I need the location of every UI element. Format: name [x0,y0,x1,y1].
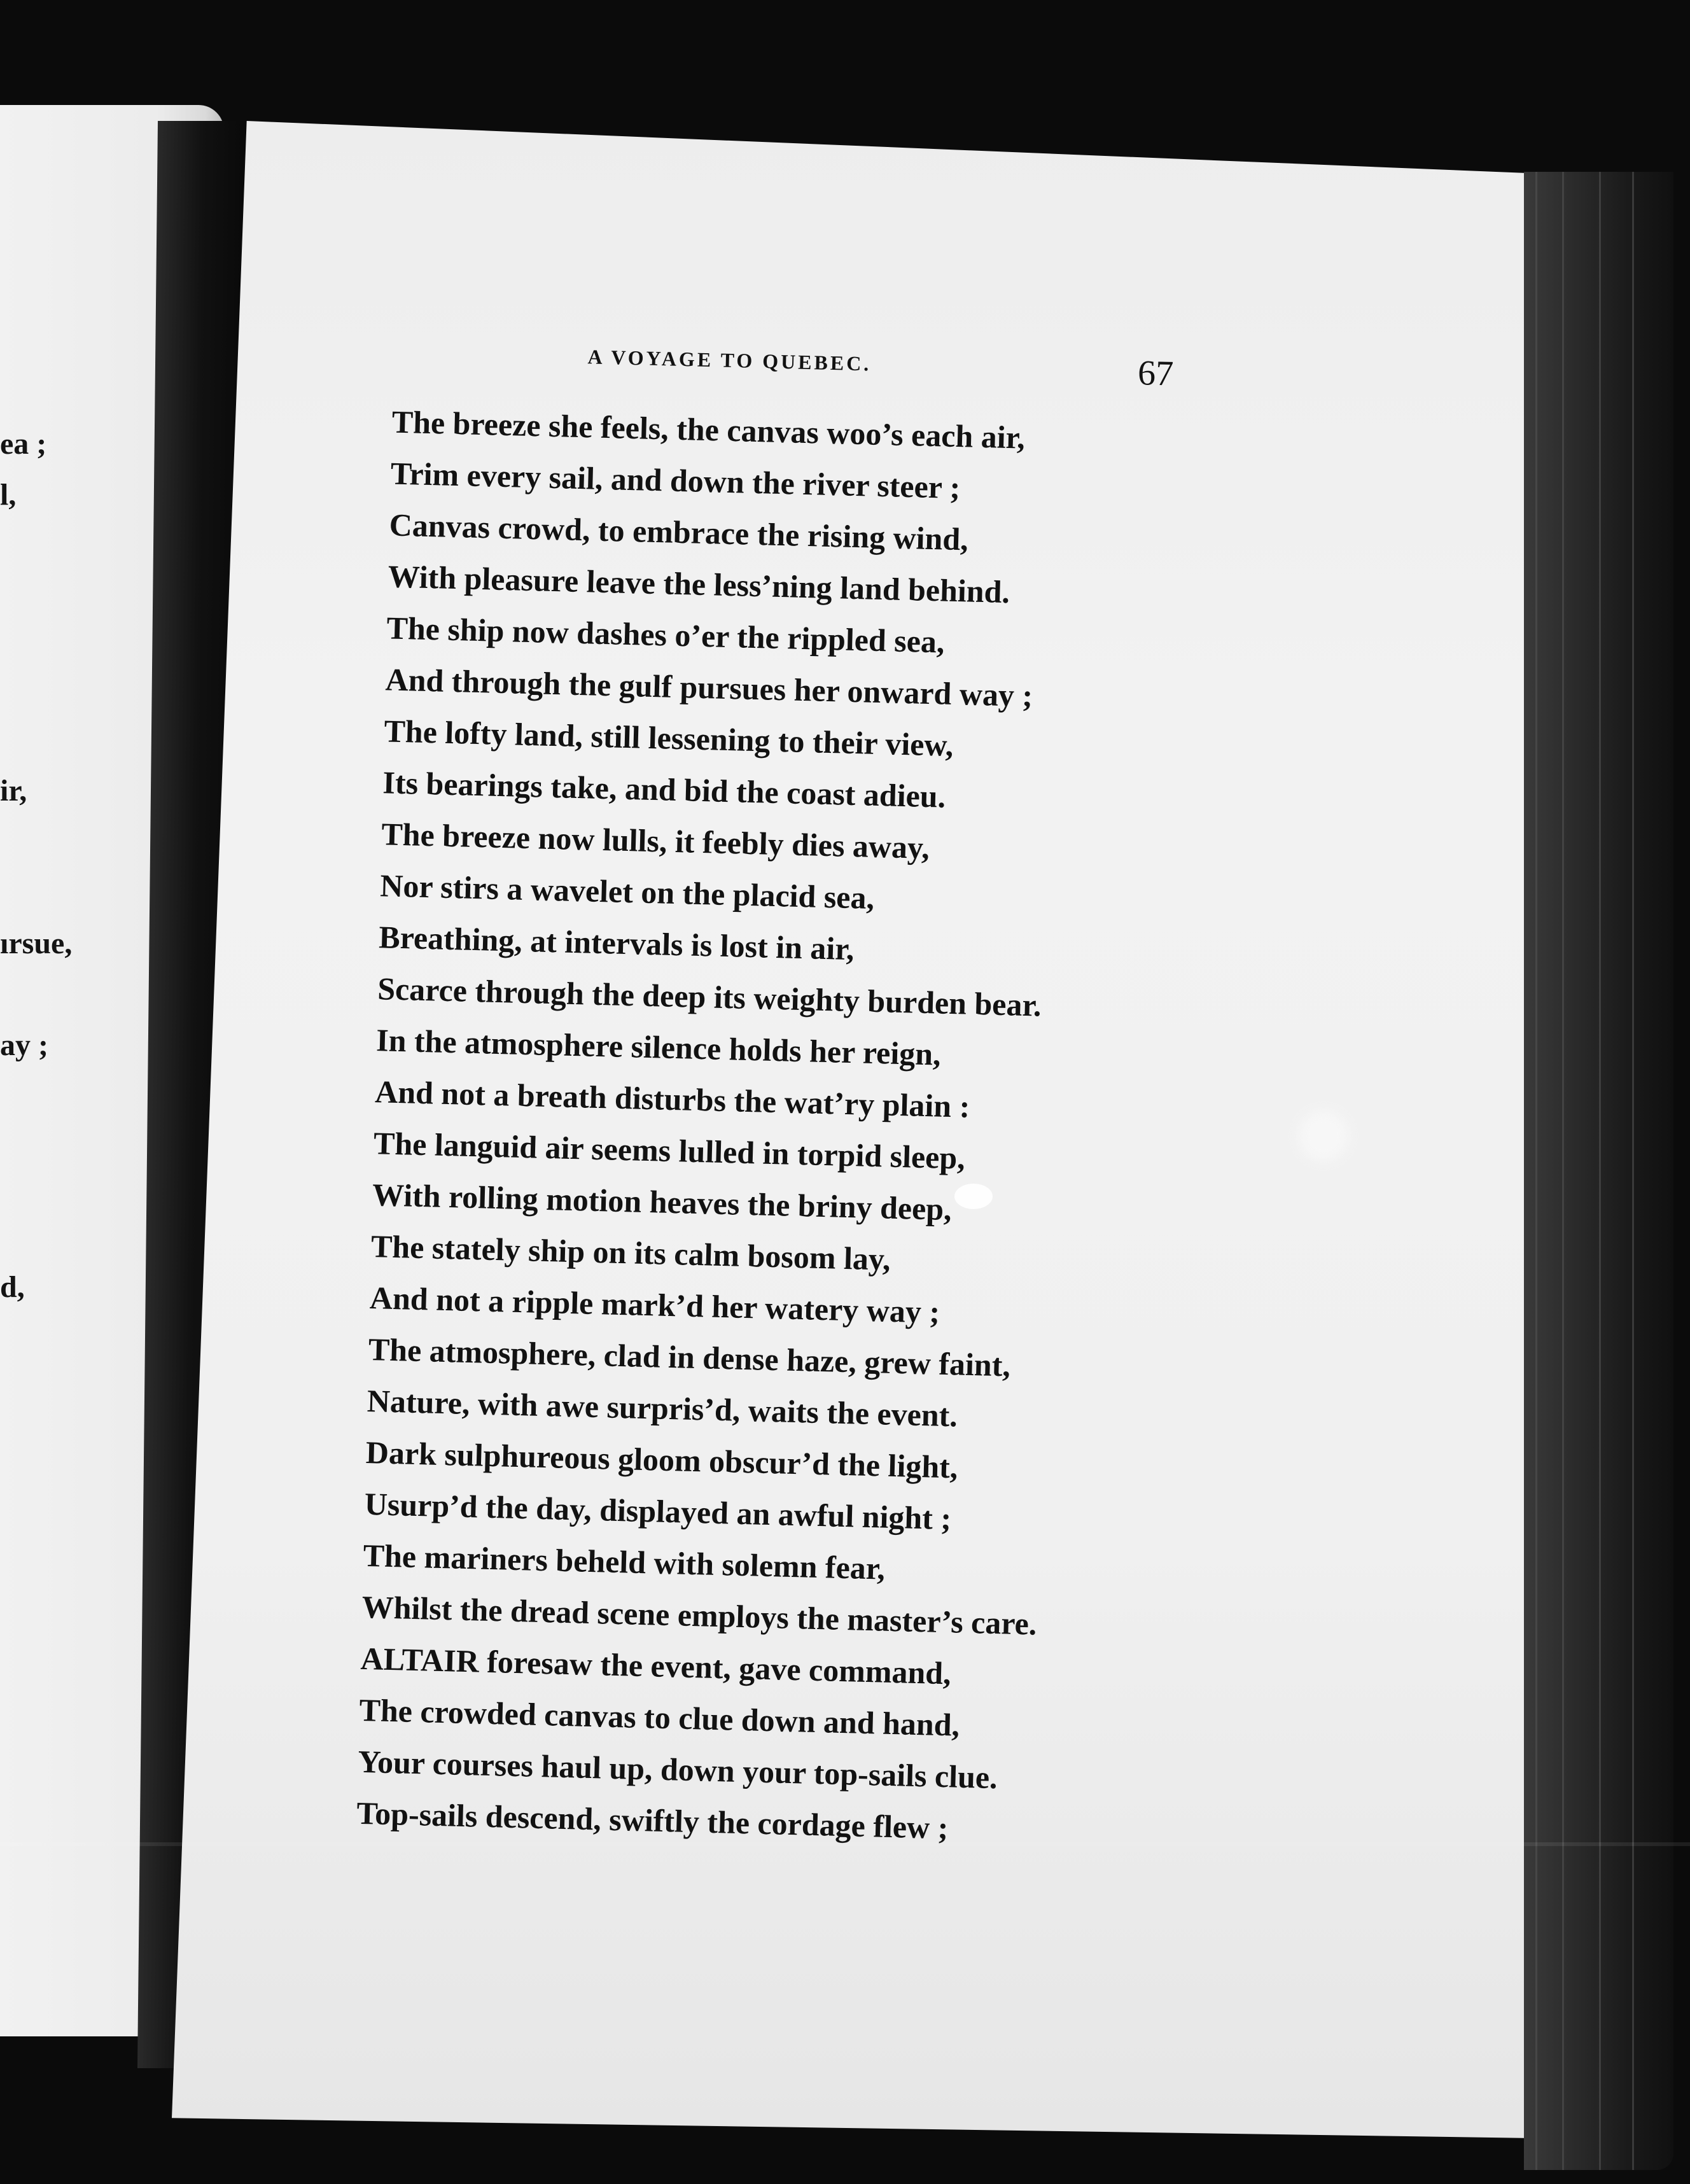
verse-line: In the atmosphere silence holds her reign, [375,1022,942,1072]
verse-line: Nature, with awe surpris’d, waits the event. [367,1382,958,1434]
verse-line: The breeze she feels, the canvas woo’s each air, [391,403,1026,456]
verse-line: Scarce through the deep its weighty burden bear. [377,970,1042,1023]
verse-line: The breeze now lulls, it feebly dies away, [381,816,930,866]
page-edge-line [1632,172,1634,2170]
verse-line: Dark sulphureous gloom obscur’d the light, [365,1434,959,1485]
verse-line: With rolling motion heaves the briny deep, [372,1177,953,1228]
verse-line: Your courses haul up, down your top-sails clue. [357,1743,998,1796]
verse-line: The ship now dashes o’er the rippled sea, [386,610,946,660]
verse-line: And through the gulf pursues her onward way ; [384,661,1033,714]
verse-line: Trim every sail, and down the river steer ; [390,455,961,506]
page-edge-line [1599,172,1601,2170]
scan-speck [1298,1110,1349,1161]
verse-line: The crowded canvas to clue down and hand, [358,1691,960,1743]
verse-line: The languid air seems lulled in torpid sleep, [373,1125,966,1176]
left-page-fragment: ırsue, [0,927,73,960]
verse-line: With pleasure leave the less’ning land behind. [388,558,1010,610]
left-page-fragment: ea ; [0,427,47,461]
running-head: A VOYAGE TO QUEBEC. [587,345,872,375]
verse-line: Nor stirs a wavelet on the placid sea, [379,867,875,916]
verse-line: Its bearings take, and bid the coast adieu. [382,764,946,815]
scan-speck [954,1184,993,1209]
verse-line: Whilst the dread scene employs the master’s care. [361,1588,1038,1642]
verse-line: The atmosphere, clad in dense haze, grew faint, [368,1331,1011,1383]
left-page-fragment: ay ; [0,1028,48,1062]
page-edges [1524,172,1673,2170]
left-page-fragment: l, [0,478,17,512]
verse-line: The stately ship on its calm bosom lay, [370,1228,891,1277]
verse-line: And not a breath disturbs the wat’ry plain : [374,1074,970,1124]
verse-line: Top-sails descend, swiftly the cordage flew ; [356,1795,949,1846]
verse-line: The mariners beheld with solemn fear, [363,1537,886,1586]
page-edge-line [1535,172,1537,2170]
verse-line: Canvas crowd, to embrace the rising wind, [389,507,969,557]
verse-line: The lofty land, still lessening to their view, [383,713,954,763]
left-page-fragment: ir, [0,774,27,808]
poem-verses [356,396,1068,1856]
page-number: 67 [1137,353,1174,394]
verse-line: Usurp’d the day, displayed an awful night ; [364,1485,952,1537]
verse-line: And not a ripple mark’d her watery way ; [369,1280,940,1330]
scan-band [0,1842,1690,1846]
left-page-fragment: d, [0,1270,25,1304]
page-edge-line [1562,172,1564,2170]
verse-line: Breathing, at intervals is lost in air, [378,919,855,967]
verse-line: ALTAIR foresaw the event, gave command, [360,1640,952,1691]
